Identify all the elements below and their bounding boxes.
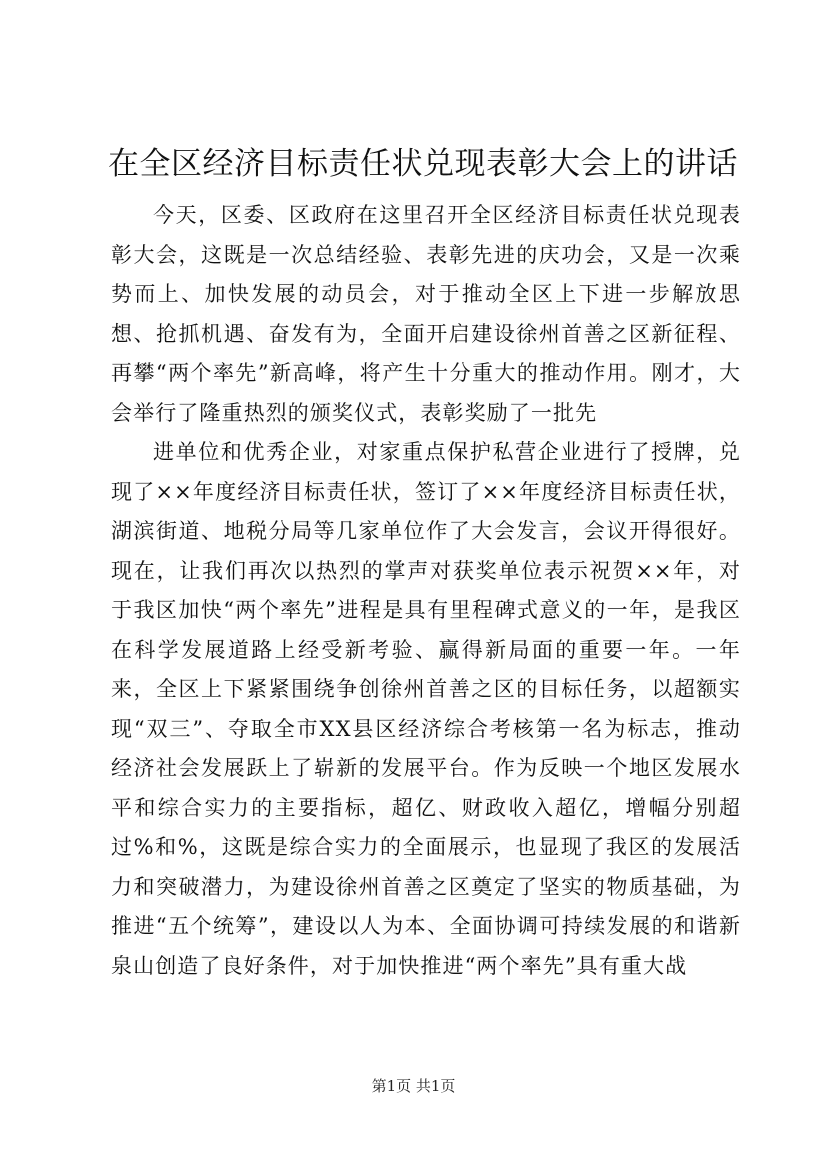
page-footer: 第1页 共1页 bbox=[371, 1077, 456, 1095]
body-paragraph-2: 进单位和优秀企业，对家重点保护私营企业进行了授牌，兑现了××年度经济目标责任状，签订了××年度经济目标责任状，湖滨街道、地税分局等几家单位作了大会发言，会议开得很好。现在，让我们再次以热烈的掌声对获奖单位表示祝贺××年，对于我区加快“两个率先”进程是具有里程碑式意义的一年，是我区在科学发展道路上经受新考验、赢得新局面的重要一年。一年来，全区上下紧紧围绕争创徐州首善之区的目标任务，以超额实现“双三”、夺取全市XX县区经济综合考核第一名为标志，推动经济社会发展跃上了崭新的发展平台。作为反映一个地区发展水平和综合实力的主要指标，超亿、财政收入超亿，增幅分别超过%和%，这既是综合实力的全面展示，也显现了我区的发展活力和突破潜力，为建设徐州首善之区奠定了坚实的物质基础，为推进“五个统筹”，建设以人为本、全面协调可持续发展的和谐新泉山创造了良好条件，对于加快推进“两个率先”具有重大战 bbox=[111, 440, 741, 978]
body-paragraph-1: 今天，区委、区政府在这里召开全区经济目标责任状兑现表彰大会，这既是一次总结经验、表彰先进的庆功会，又是一次乘势而上、加快发展的动员会，对于推动全区上下进一步解放思想、抢抓机遇、奋发有为，全面开启建设徐州首善之区新征程、再攀“两个率先”新高峰，将产生十分重大的推动作用。刚才，大会举行了隆重热烈的颁奖仪式，表彰奖励了一批先 bbox=[111, 203, 741, 425]
document-body bbox=[111, 196, 741, 986]
document-title: 在全区经济目标责任状兑现表彰大会上的讲话 bbox=[108, 146, 738, 182]
